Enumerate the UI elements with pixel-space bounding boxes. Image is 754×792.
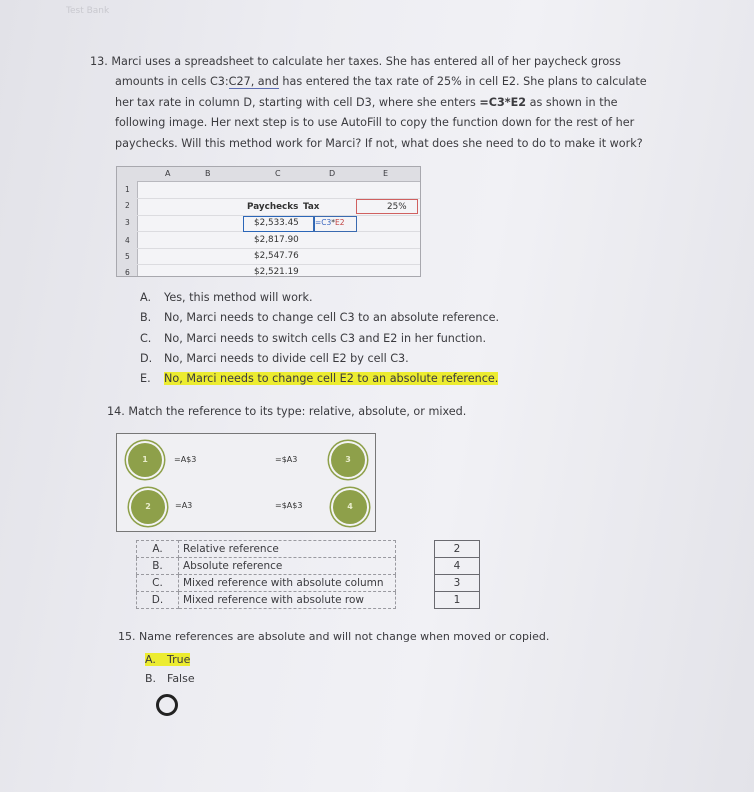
matching-table <box>136 540 480 609</box>
q13-line-5: paychecks. Will this method work for Marci? If not, what does she need to do to make it work? <box>115 136 643 150</box>
page-header: Test Bank <box>66 6 110 16</box>
table-row <box>137 558 480 575</box>
table-row <box>137 592 480 609</box>
ref-label-4: =$A$3 <box>275 501 303 510</box>
row-header-1: 1 <box>125 185 130 194</box>
q13-option-e[interactable]: E. No, Marci needs to change cell E2 to an absolute reference. <box>140 372 499 386</box>
underlined-range: C27, and <box>228 75 279 89</box>
circle-icon <box>156 694 178 716</box>
col-header-d: D <box>329 169 336 178</box>
q13-option-a[interactable]: A. Yes, this method will work. <box>140 291 313 304</box>
ref-label-2: =A3 <box>175 501 193 510</box>
row-answer[interactable]: 2 <box>435 541 480 558</box>
q13-line-4: following image. Her next step is to use AutoFill to copy the function down for the rest of her <box>115 116 635 130</box>
q13-options <box>140 288 499 389</box>
q13-line-1: 13. Marci uses a spreadsheet to calculate her taxes. She has entered all of her paycheck gross <box>90 55 621 68</box>
q15-options <box>145 650 195 688</box>
row-type: Mixed reference with absolute row <box>179 592 396 609</box>
ref-label-1: =A$3 <box>174 455 197 464</box>
selection-e2 <box>356 199 418 214</box>
question-14: 14. Match the reference to its type: relative, absolute, or mixed. <box>107 405 467 418</box>
row-answer[interactable]: 4 <box>435 558 480 575</box>
cell-e2-rate: 25% <box>387 202 407 212</box>
row-letter: C. <box>137 575 179 592</box>
q15-option-b[interactable]: B. False <box>145 672 195 685</box>
row-type: Mixed reference with absolute column <box>179 575 396 592</box>
question-13 <box>90 52 700 154</box>
selection-d3 <box>313 216 357 232</box>
cell-c2-header: Paychecks <box>247 202 299 212</box>
cell-c3: $2,533.45 <box>254 218 299 228</box>
cell-c6: $2,521.19 <box>254 267 299 277</box>
cell-c4: $2,817.90 <box>254 235 299 245</box>
circle-3: 3 <box>331 443 365 477</box>
col-header-a: A <box>165 169 171 178</box>
selection-c3 <box>243 216 315 232</box>
q13-line-3: her tax rate in column D, starting with cell D3, where she enters =C3*E2 as shown in the <box>115 95 618 109</box>
row-letter: D. <box>137 592 179 609</box>
circle-4: 4 <box>333 490 367 524</box>
q13-line-2: amounts in cells C3:C27, and has entered the tax rate of 25% in cell E2. She plans to calculate <box>115 75 647 89</box>
row-header-6: 6 <box>125 268 130 277</box>
row-answer[interactable]: 3 <box>435 575 480 592</box>
matching-graphic <box>116 433 376 532</box>
q13-option-b[interactable]: B. No, Marci needs to change cell C3 to an absolute reference. <box>140 311 500 325</box>
ref-label-3: =$A3 <box>275 455 298 464</box>
row-letter: A. <box>137 541 179 558</box>
col-header-e: E <box>383 169 389 178</box>
row-headers <box>117 181 138 276</box>
col-header-b: B <box>205 169 211 178</box>
highlighted-answer: No, Marci needs to change cell E2 to an absolute reference. <box>164 372 499 386</box>
row-header-4: 4 <box>125 236 130 245</box>
column-headers <box>117 167 420 182</box>
row-letter: B. <box>137 558 179 575</box>
formula-text: =C3*E2 <box>479 95 527 109</box>
row-answer[interactable]: 1 <box>435 592 480 609</box>
spreadsheet-image <box>116 166 421 277</box>
cell-c5: $2,547.76 <box>254 251 299 261</box>
cell-d3-formula: =C3*E2 <box>315 218 345 227</box>
table-row <box>137 575 480 592</box>
table-row <box>137 541 480 558</box>
row-header-3: 3 <box>125 218 130 227</box>
circle-2: 2 <box>131 490 165 524</box>
circle-1: 1 <box>128 443 162 477</box>
row-header-2: 2 <box>125 201 130 210</box>
cell-d2-header: Tax <box>303 202 320 212</box>
row-header-5: 5 <box>125 252 130 261</box>
col-header-c: C <box>275 169 281 178</box>
row-type: Absolute reference <box>179 558 396 575</box>
row-type: Relative reference <box>179 541 396 558</box>
q13-option-d[interactable]: D. No, Marci needs to divide cell E2 by cell C3. <box>140 351 409 365</box>
q13-option-c[interactable]: C. No, Marci needs to switch cells C3 and E2 in her function. <box>140 331 487 345</box>
q15-option-a[interactable]: A. True <box>145 653 191 666</box>
question-15: 15. Name references are absolute and will not change when moved or copied. <box>118 630 550 643</box>
